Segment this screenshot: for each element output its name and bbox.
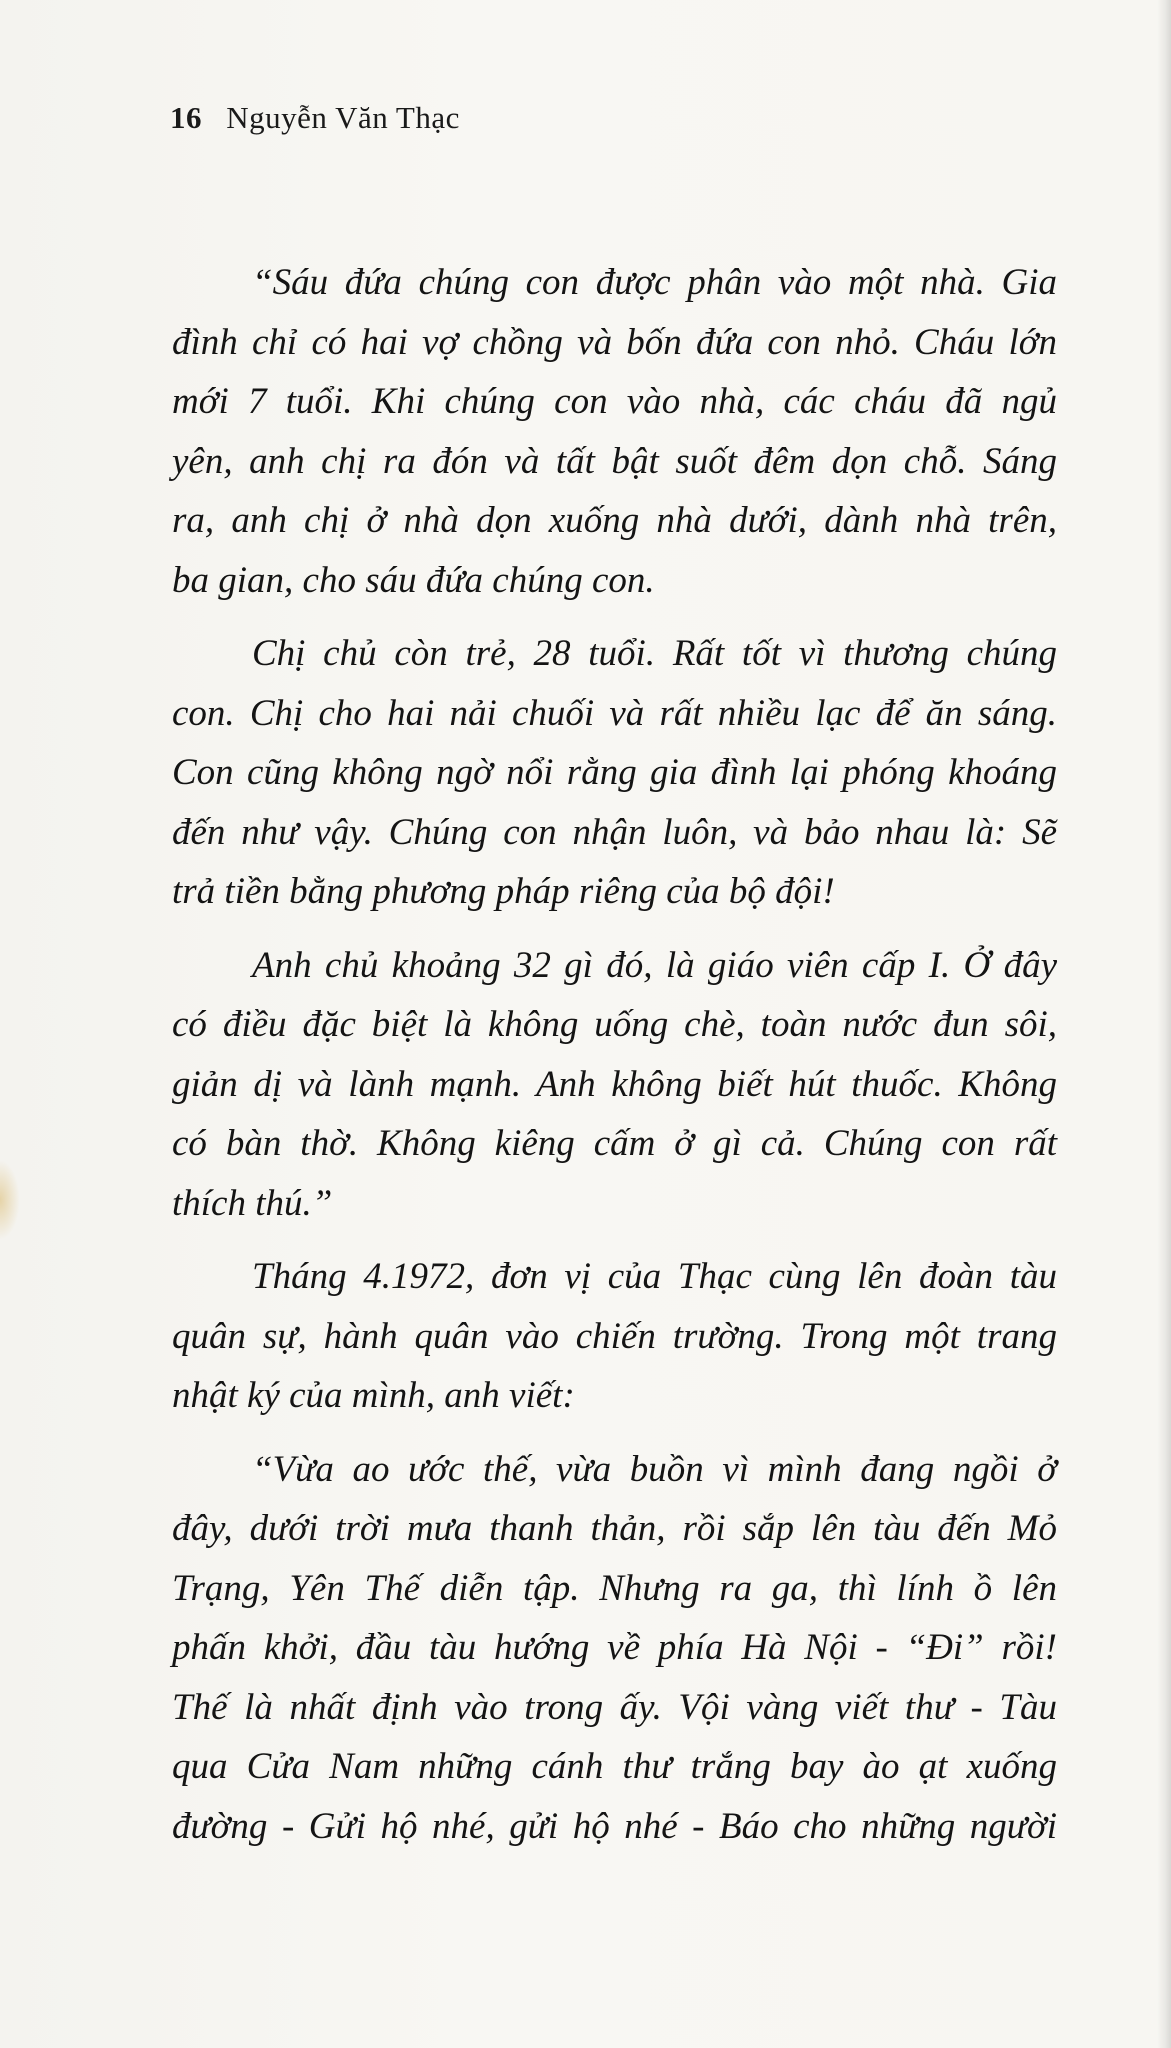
text-line: giản dị và lành mạnh. Anh không biết hút thuốc. Không [172,1063,1057,1105]
paragraph [172,624,1057,922]
text-line: thích thú.” [172,1182,333,1224]
text-line: Anh chủ khoảng 32 gì đó, là giáo viên cấp I. Ở đây [252,944,1057,986]
text-line: có bàn thờ. Không kiêng cấm ở gì cả. Chúng con rất [172,1123,1057,1164]
text-line: Trạng, Yên Thế diễn tập. Nhưng ra ga, thì lính ồ lên [172,1567,1057,1609]
paragraph [172,936,1057,1234]
text-line: yên, anh chị ra đón và tất bật suốt đêm dọn chỗ. Sáng [172,440,1057,482]
paragraph [172,1440,1057,1857]
text-line: có điều đặc biệt là không uống chè, toàn nước đun sôi, [172,1004,1057,1045]
text-line: đây, dưới trời mưa thanh thản, rồi sắp lên tàu đến Mỏ [172,1508,1057,1549]
body-text [172,253,1057,1870]
text-line: Thế là nhất định vào trong ấy. Vội vàng viết thư - Tàu [172,1686,1057,1728]
paragraph [172,1247,1057,1426]
text-line: đình chỉ có hai vợ chồng và bốn đứa con nhỏ. Cháu lớn [172,321,1057,363]
page-edge-shadow [1157,0,1171,2048]
running-head [170,100,460,136]
text-line: “Sáu đứa chúng con được phân vào một nhà. Gia [252,262,1057,303]
text-line: “Vừa ao ước thế, vừa buồn vì mình đang ngồi ở [252,1448,1057,1490]
text-line: phấn khởi, đầu tàu hướng về phía Hà Nội - “Đi” rồi! [172,1627,1057,1668]
author-name: Nguyễn Văn Thạc [226,100,460,135]
text-line: ba gian, cho sáu đứa chúng con. [172,559,655,601]
text-line: Con cũng không ngờ nổi rằng gia đình lại phóng khoáng [172,752,1057,793]
text-line: con. Chị cho hai nải chuối và rất nhiều lạc để ăn sáng. [172,692,1057,734]
page-number: 16 [170,100,202,135]
text-line: quân sự, hành quân vào chiến trường. Trong một trang [172,1315,1057,1357]
text-line: ra, anh chị ở nhà dọn xuống nhà dưới, dành nhà trên, [172,500,1057,541]
paragraph [172,253,1057,610]
text-line: mới 7 tuổi. Khi chúng con vào nhà, các cháu đã ngủ [172,381,1057,422]
text-line: Tháng 4.1972, đơn vị của Thạc cùng lên đoàn tàu [252,1256,1057,1297]
text-line: đường - Gửi hộ nhé, gửi hộ nhé - Báo cho những người [172,1805,1057,1847]
text-line: qua Cửa Nam những cánh thư trắng bay ào ạt xuống [172,1746,1057,1787]
text-line: Chị chủ còn trẻ, 28 tuổi. Rất tốt vì thương chúng [252,633,1057,674]
paper-stain [0,1160,20,1240]
text-line: nhật ký của mình, anh viết: [172,1375,575,1416]
text-line: đến như vậy. Chúng con nhận luôn, và bảo nhau là: Sẽ [172,811,1057,853]
text-line: trả tiền bằng phương pháp riêng của bộ đội! [172,871,835,912]
